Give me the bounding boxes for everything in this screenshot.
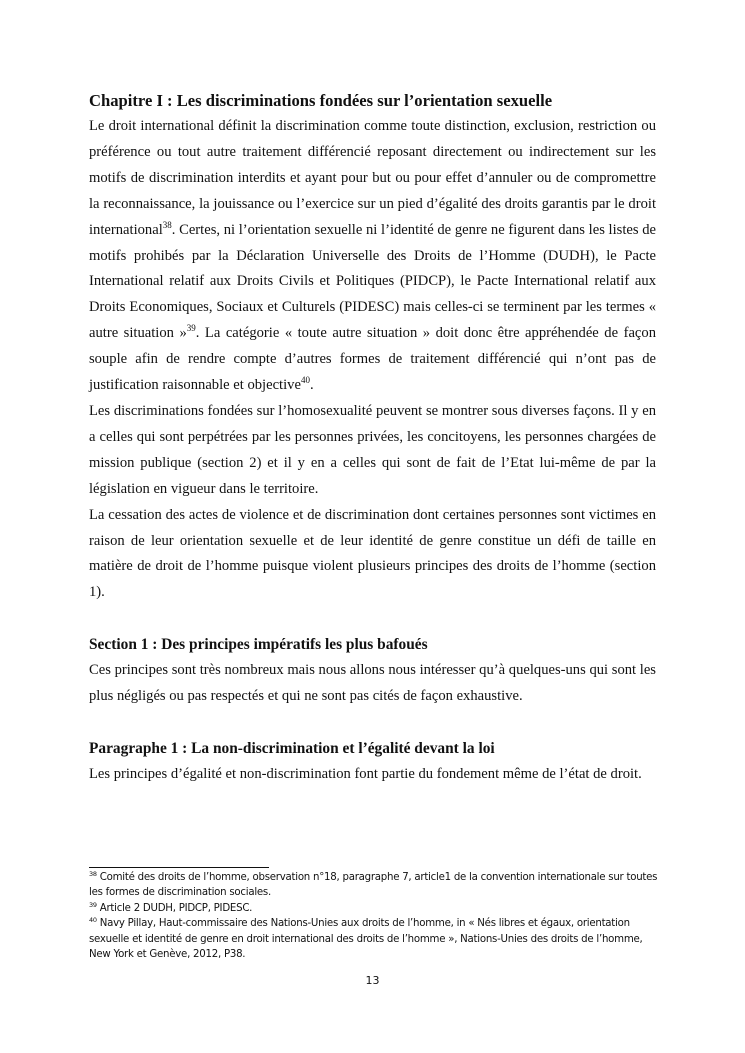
footnote-ref-40[interactable]: 40 <box>300 375 310 386</box>
footnote-text: Navy Pillay, Haut-commissaire des Nations-Unies aux droits de l’homme, in « Nés libres et égaux, orientation sexuelle et identité de genre en droit international des droits de l’homme », Nations-Unies des droits de l’homme, New York et Genève, 2012, P38. <box>89 918 643 961</box>
chapter-p1-text-a: Le droit international définit la discrimination comme toute distinction, exclusion, restriction ou préférence ou tout autre traitement différencié reposant directement ou indirectement sur les motifs de discrimination interdits et ayant pour but ou pour effet d’annuler ou de compromettre la reconnaissance, la jouissance ou l’exercice sur un pied d’égalité des droits garantis par le droit international <box>89 118 656 238</box>
chapter-p1-text-b: . Certes, ni l’orientation sexuelle ni l’identité de genre ne figurent dans les listes de motifs prohibés par la Déclaration Universelle des Droits de l’Homme (DUDH), le Pacte International relatif aux Droits Civils et Politiques (PIDCP), le Pacte International relatif aux Droits Economiques, Sociaux et Culturels (PIDESC) mais celles-ci se terminent par les termes « autre situation » <box>89 221 656 342</box>
paragraph-1-title: Paragraphe 1 : La non-discrimination et l’égalité devant la loi <box>89 739 495 757</box>
footnote-38 <box>89 870 659 901</box>
chapter-p1-text-c: . La catégorie « toute autre situation » doit donc être appréhendée de façon souple afin de rendre compte d’autres formes de traitement différencié qui n’ont pas de justification raisonnable et objective <box>89 325 656 394</box>
footnote-number: 40 <box>89 916 97 925</box>
chapter-paragraph-1 <box>89 114 656 399</box>
footnote-separator <box>89 867 269 868</box>
footnote-text: Comité des droits de l’homme, observation n°18, paragraphe 7, article1 de la convention internationale sur toutes les formes de discrimination sociales. <box>89 872 658 899</box>
chapter-title: Chapitre I : Les discriminations fondées sur l’orientation sexuelle <box>89 91 553 110</box>
footnote-number: 38 <box>89 870 97 878</box>
spacer <box>89 710 656 736</box>
section-1-text: Ces principes sont très nombreux mais nous allons nous intéresser qu’à quelques-uns qui sont les plus négligés ou pas respectés et qui ne sont pas cités de façon exhaustive. <box>89 662 656 705</box>
footnote-text: Article 2 DUDH, PIDCP, PIDESC. <box>96 902 253 914</box>
chapter-paragraph-2: Les discriminations fondées sur l’homosexualité peuvent se montrer sous diverses façons. Il y en a celles qui sont perpétrées par les personnes privées, les concitoyens, les personnes chargées de mission publique (section 2) et il y en a celles qui sont de fait de l’Etat lui-même de par la législation en vigueur dans le territoire. <box>89 402 656 497</box>
footnote-ref-39[interactable]: 39 <box>186 323 196 334</box>
section-1-title: Section 1 : Des principes impératifs les plus bafoués <box>89 636 428 654</box>
footnote-39 <box>89 901 659 916</box>
spacer <box>89 606 656 632</box>
page-number: 13 <box>365 974 380 987</box>
footnotes <box>89 867 659 962</box>
paragraph-1-text: Les principes d’égalité et non-discrimination font partie du fondement même de l’état de droit. <box>89 765 642 782</box>
page-body <box>89 88 656 788</box>
footnote-ref-38[interactable]: 38 <box>162 219 172 230</box>
chapter-paragraph-3: La cessation des actes de violence et de discrimination dont certaines personnes sont victimes en raison de leur orientation sexuelle et de leur identité de genre constitue un défi de taille en matière de droit de l’homme puisque violent plusieurs principes des droits de l’homme (section 1). <box>89 506 656 601</box>
footnote-number: 39 <box>89 900 97 909</box>
chapter-p1-text-d: . <box>309 377 314 394</box>
footnote-40 <box>89 916 659 962</box>
